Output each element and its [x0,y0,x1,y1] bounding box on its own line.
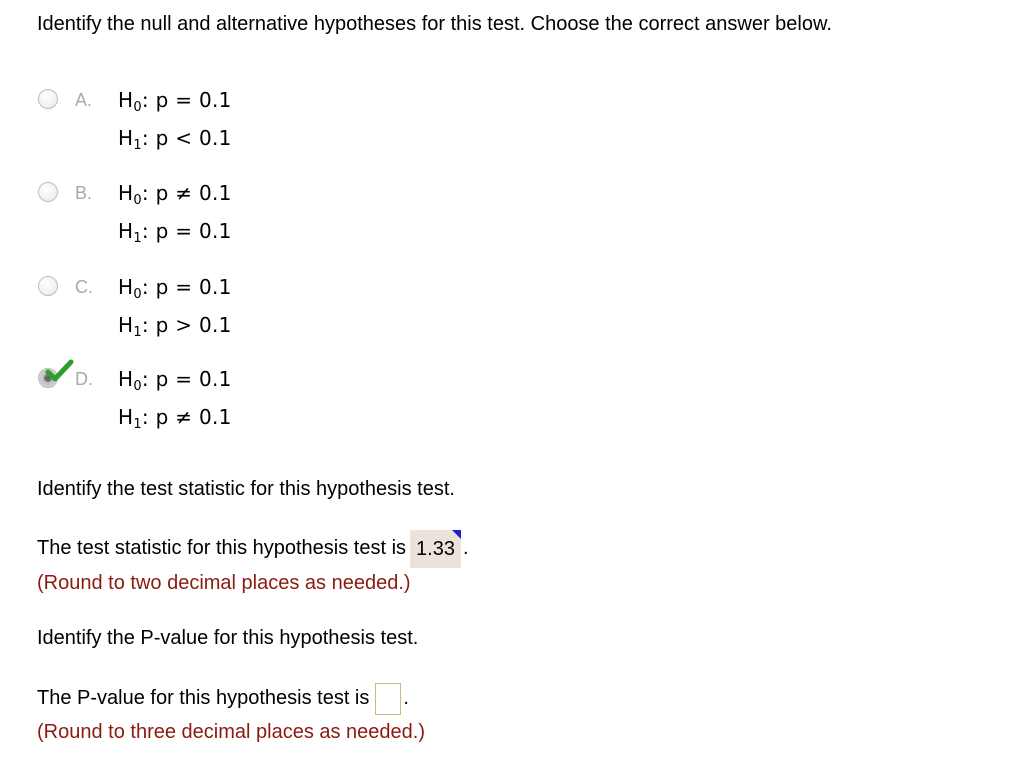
statement-text: The test statistic for this hypothesis test is [37,537,407,559]
round-hint: (Round to two decimal places as needed.) [37,572,411,594]
answer-corner-marker-icon [452,530,461,539]
radio-button-icon[interactable] [38,182,58,202]
alternative-hypothesis: $H_1$: p ≠ 0.1 [118,405,232,432]
alternative-hypothesis: $H_1$: p = 0.1 [118,219,232,246]
null-hypothesis: $H_0$: p = 0.1 [118,275,232,302]
null-hypothesis: $H_0$: p = 0.1 [118,367,232,394]
option-letter: B. [75,183,93,203]
statement-text: The P-value for this hypothesis test is [37,687,370,709]
test-statistic-statement: The test statistic for this hypothesis test is 1.33 . [37,529,469,568]
option-c[interactable] [38,275,438,355]
option-a[interactable] [38,88,438,168]
alternative-hypothesis: $H_1$: p > 0.1 [118,313,232,340]
question2-prompt: Identify the test statistic for this hypothesis test. [37,478,455,500]
null-hypothesis: $H_0$: p ≠ 0.1 [118,181,232,208]
option-d[interactable] [38,367,438,447]
option-letter: A. [75,90,93,110]
alternative-hypothesis: $H_1$: p < 0.1 [118,126,232,153]
question3-prompt: Identify the P-value for this hypothesis test. [37,627,419,649]
p-value-statement: The P-value for this hypothesis test is . [37,680,409,716]
radio-button-icon[interactable] [38,276,58,296]
option-b[interactable] [38,181,438,261]
option-letter: D. [75,369,93,389]
round-hint: (Round to three decimal places as needed.) [37,721,426,743]
option-letter: C. [75,277,93,297]
question1-prompt: Identify the null and alternative hypotheses for this test. Choose the correct answer below. [37,13,832,35]
p-value-input[interactable] [375,683,401,715]
green-checkmark-icon [45,359,75,385]
null-hypothesis: $H_0$: p = 0.1 [118,88,232,115]
test-statistic-answer[interactable]: 1.33 [410,530,461,568]
radio-button-icon[interactable] [38,89,58,109]
